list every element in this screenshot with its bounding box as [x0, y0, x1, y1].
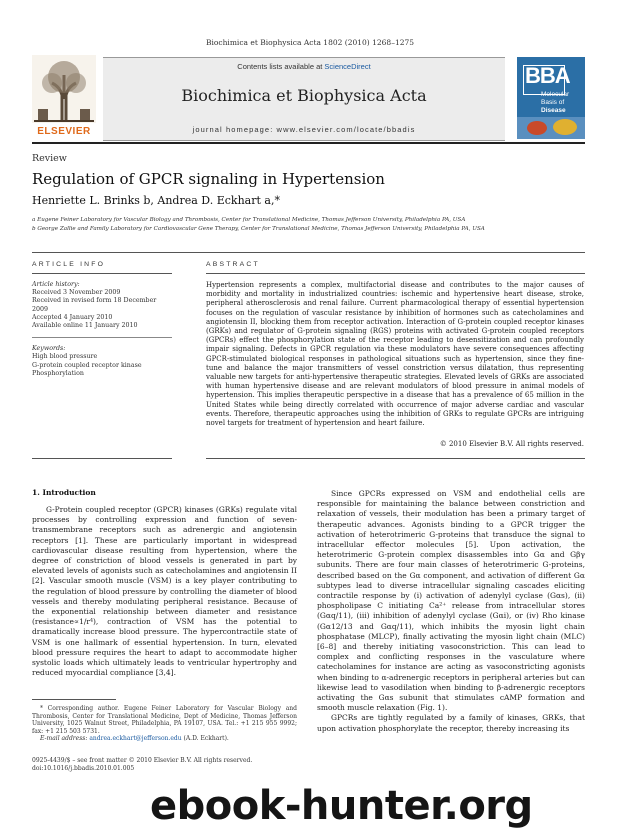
journal-cover — [517, 57, 585, 139]
email-link[interactable]: andrea.eckhart@jefferson.edu — [89, 735, 182, 743]
keywords-label: Keywords: — [32, 345, 66, 353]
history-item: Accepted 4 January 2010 — [32, 313, 113, 321]
history-item: Received 3 November 2009 — [32, 289, 121, 297]
intro-paragraph: Since GPCRs expressed on VSM and endothelial cells are responsible for maintaining the balance between constriction and relaxation of vessels, their modulation has been a primary target of therapeutic advances. Agonists binding to a GPCR trigger the activation of heterotrimeric G-proteins that transduce the signal to intracellular effector molecules [5]. Upon activation, the heterotrimeric G-protein complex disassembles into Gα and Gβγ subunits. There are four main classes of heterotrimeric G-proteins, described based on the Gα component, and activation of different Gα subtypes lead to diverse intracellular signaling cascades eliciting contractile response by (i) activation of adenylyl cyclase (Gαs), (ii) phospholipase C initiating Ca²⁺ release from intracellular stores (Gαq/11), (iii) inhibition of adenylyl cyclase (Gαi), or (iv) Rho kinase (Gα12/13 and Gαq/11), which inhibits the myosin light chain phosphatase (MLCP), finally activating the myosin light chain (MLC) [6–8] and thereby initiating vasoconstriction. This can lead to complex and conflicting responses in the vasculature where catecholamines for instance are acting as vasoconstricting agonists when binding to α-adrenergic receptors in peripheral arteries but can likewise lead to vasodilation when binding to β-adrenergic receptors activating the Gαs subunit that stimulates cAMP formation and smooth muscle relaxation (Fig. 1). — [317, 489, 585, 713]
keyword: High blood pressure — [32, 353, 98, 361]
intro-right-column — [317, 489, 585, 734]
info-rule-bottom — [32, 458, 172, 459]
cover-sub3: Disease — [541, 107, 566, 114]
article-info — [32, 281, 172, 378]
watermark: ebook-hunter.org — [150, 783, 533, 829]
email-suffix: (A.D. Eckhart). — [183, 735, 229, 743]
publication-info — [32, 757, 252, 773]
intro-left-column: G-Protein coupled receptor (GPCR) kinases (GRKs) regulate vital processes by controlling expression and function of seven-transmembrane receptors such as adrenergic and angiotensin receptors [1]. These are particularly important in widespread cardiovascular disease resulting from hypertension, where the degree of constriction of blood vessels is generated in part by elevated levels of agonists such as catecholamines and angiotensin II [2]. Vascular smooth muscle (VSM) is a key player contributing to the regulation of blood pressure by controlling the diameter of blood vessels and thereby modulating peripheral resistance. Because of the exponential relationship between diameter and resistance (resistance∝1/r⁴), contraction of VSM has the potential to dramatically increase blood pressure. The hypercontractile state of VSM is one hallmark of essential hypertension. In turn, elevated blood pressure requires the heart to adapt to accommodate higher systolic loads which ultimately leads to ventricular hypertrophy and reduced myocardial compliance [3,4]. — [32, 505, 297, 678]
cover-logo: BBA — [525, 63, 570, 88]
history-item: Available online 11 January 2010 — [32, 322, 138, 330]
abstract-rule-top — [206, 273, 585, 274]
elsevier-tree-logo — [32, 55, 96, 135]
abstract-heading: ABSTRACT — [206, 261, 260, 268]
corresponding-author-note: * Corresponding author. Eugene Feiner Laboratory for Vascular Biology and Thrombosis, Center for Translational Medicine, Dept of Medicine, Thomas Jefferson University, 1025 Walnut Street, Philadelphia, PA 19107, USA. Tel.: +1 215 955 9992; fax: +1 215 503 5731. — [32, 705, 297, 735]
footnote — [32, 705, 297, 743]
keyword: Phosphorylation — [32, 369, 84, 377]
author-list: Henriette L. Brinks b, Andrea D. Eckhart a,* — [32, 194, 280, 207]
email-label: E-mail address: — [40, 735, 88, 743]
cover-sub1: Molecular — [541, 91, 570, 98]
contents-line — [103, 62, 505, 71]
intro-paragraph: GPCRs are tightly regulated by a family of kinases, GRKs, that upon activation phosphorylate the receptor, thereby increasing its — [317, 713, 585, 733]
intro-heading: 1. Introduction — [32, 488, 96, 497]
affiliation-b: b George Zallie and Family Laboratory for Cardiovascular Gene Therapy, Center for Translational Medicine, Thomas Jefferson University, Philadelphia PA, USA — [32, 226, 485, 232]
history-item: Received in revised form 18 December 2009 — [32, 297, 157, 313]
abstract-rule-bottom — [206, 458, 585, 459]
info-rule-top — [32, 273, 172, 274]
copyright: © 2010 Elsevier B.V. All rights reserved. — [439, 440, 584, 448]
issn-line: 0925-4439/$ – see front matter © 2010 Elsevier B.V. All rights reserved. — [32, 757, 253, 764]
article-info-heading: ARTICLE INFO — [32, 261, 106, 268]
article-title: Regulation of GPCR signaling in Hypertension — [32, 170, 385, 188]
cover-sub2: Basis of — [541, 99, 565, 106]
email-line — [32, 735, 297, 743]
publisher-name: ELSEVIER — [37, 126, 91, 137]
history-label: Article history: — [32, 281, 80, 288]
abstract-text: Hypertension represents a complex, multifactorial disease and contributes to the major causes of morbidity and mortality in industrialized countries: ischemic and hypertensive heart disease, stroke, peripheral atherosclerosis and renal failure. Current pharmacological therapy of essential hypertension focuses on the regulation of vascular resistance by inhibition of hormones such as catecholamines and angiotensin II, blocking them from receptor activation. Interaction of G-protein coupled receptor kinases (GRKs) and regulator of G-protein signaling (RGS) proteins with activated G-protein coupled receptors (GPCRs) effect the phosphorylation state of the receptor leading to desensitization and can profoundly impair signaling. Defects in GPCR regulation via these modulators have severe consequences affecting GPCR-stimulated biological responses in pathological situations such as hypertension, since they fine-tune and balance the major transmitters of vessel constriction versus dilatation, thus representing valuable new targets for anti-hypertensive therapeutic strategies. Elevated levels of GRKs are associated with human hypertensive disease and are relevant modulators of blood pressure in animal models of hypertension. This implies therapeutic perspective in a disease that has a prevalence of 65 million in the United States while being directly correlated with occurrence of major adverse cardiac and vascular events. Therefore, therapeutic approaches using the inhibition of GRKs to regulate GPCRs are intriguing novel targets for treatment of hypertension and heart failure. — [206, 281, 584, 428]
doi-line[interactable]: doi:10.1016/j.bbadis.2010.01.005 — [32, 765, 135, 772]
header-rule — [32, 142, 585, 144]
journal-homepage[interactable]: journal homepage: www.elsevier.com/locate/bbadis — [192, 125, 416, 134]
article-type: Review — [32, 153, 67, 164]
contents-prefix: Contents lists available at — [237, 62, 325, 71]
sciencedirect-link[interactable]: ScienceDirect — [324, 62, 371, 71]
running-head: Biochimica et Biophysica Acta 1802 (2010) 1268–1275 — [205, 38, 415, 47]
info-divider — [32, 337, 172, 339]
footnote-rule — [32, 699, 116, 700]
keyword: G-protein coupled receptor kinase — [32, 361, 142, 369]
affiliation-a: a Eugene Feiner Laboratory for Vascular Biology and Thrombosis, Center for Translational Medicine, Thomas Jefferson University, Philadelphia PA, USA — [32, 217, 466, 223]
journal-title: Biochimica et Biophysica Acta — [181, 86, 427, 105]
section-rule — [32, 252, 585, 253]
